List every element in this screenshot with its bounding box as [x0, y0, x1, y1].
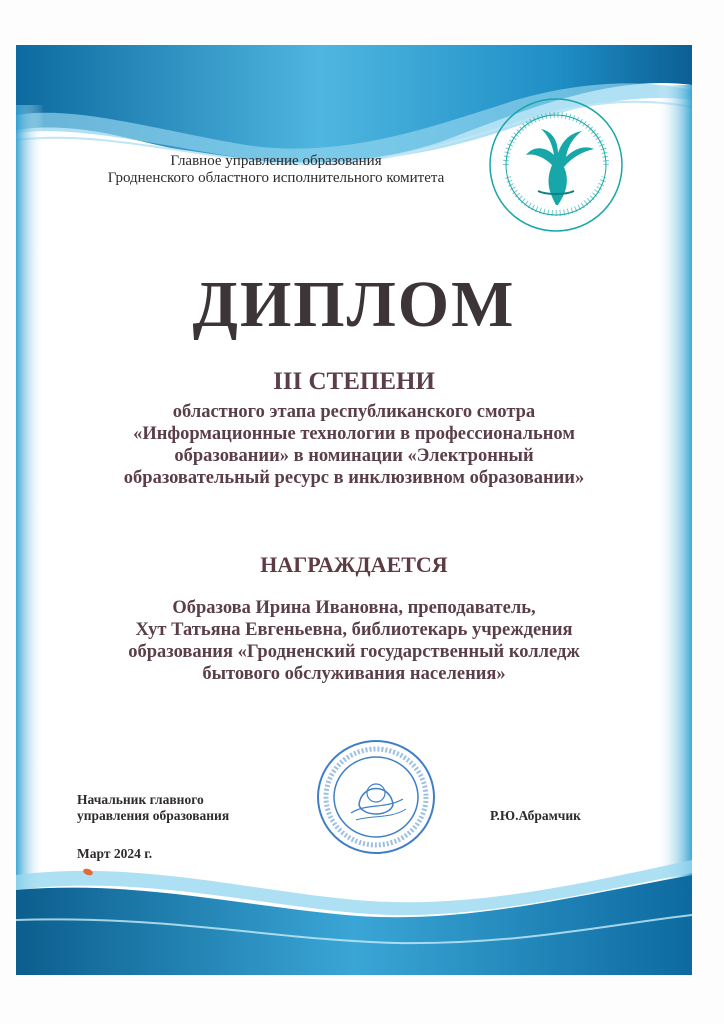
recipient-line: образования «Гродненский государственный колледж [128, 642, 580, 662]
issuer-block [76, 153, 476, 187]
description-line: «Информационные технологии в профессиональном [133, 424, 575, 444]
signatory-title-line-1: Начальник главного [77, 792, 204, 807]
recipient-line: бытового обслуживания населения» [202, 664, 506, 684]
official-stamp [311, 735, 441, 860]
diploma-title: ДИПЛОМ [192, 268, 516, 341]
education-department-logo [486, 95, 626, 235]
awarded-heading: НАГРАЖДАЕТСЯ [260, 552, 448, 577]
signatory-name: Р.Ю.Абрамчик [490, 808, 581, 823]
issuer-line-2: Гродненского областного исполнительного комитета [107, 170, 445, 186]
award-description [16, 401, 692, 489]
recipient-line: Образова Ирина Ивановна, преподаватель, [172, 598, 536, 618]
signatory-title [77, 792, 229, 824]
diploma-sheet [16, 45, 692, 975]
issuer-line-1: Главное управление образования [170, 153, 382, 169]
recipients-block [16, 597, 692, 685]
recipient-line: Хут Татьяна Евгеньевна, библиотекарь учреждения [135, 620, 573, 640]
description-line: образовательный ресурс в инклюзивном образовании» [123, 468, 585, 488]
description-line: областного этапа республиканского смотра [172, 402, 536, 422]
description-line: образовании» в номинации «Электронный [174, 446, 534, 466]
issue-date: Март 2024 г. [77, 846, 153, 861]
diploma-degree: III СТЕПЕНИ [273, 368, 435, 395]
signatory-title-line-2: управления образования [77, 808, 230, 823]
